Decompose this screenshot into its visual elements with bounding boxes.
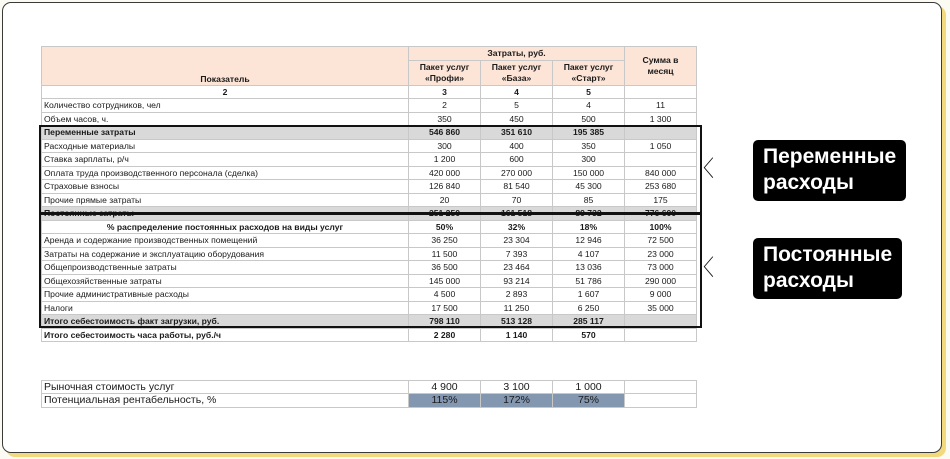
total-hour-cost-row: Итого себестоимость часа работы, руб./ч 2 280 1 140 570 (42, 328, 697, 342)
table-row: Налоги 17 500 11 250 6 250 35 000 (42, 301, 697, 315)
header-monthly-sum: Сумма в месяц (625, 47, 697, 86)
spacer-row (42, 367, 697, 380)
slide-card (2, 2, 942, 453)
header-indicator: Показатель (42, 47, 409, 86)
variable-costs-callout: Переменные расходы (753, 140, 906, 201)
header-package-start: Пакет услуг «Старт» (553, 60, 625, 85)
market-price-row: Рыночная стоимость услуг 4 900 3 100 1 000 (42, 380, 697, 394)
table-row: Расходные материалы 300 400 350 1 050 (42, 139, 697, 153)
table-row: Общепроизводственные затраты 36 500 23 464 13 036 73 000 (42, 261, 697, 275)
header-package-profi: Пакет услуг «Профи» (409, 60, 481, 85)
fixed-distribution-row: % распределение постоянных расходов на виды услуг 50% 32% 18% 100% (42, 220, 697, 234)
table-row: Затраты на содержание и эксплуатацию оборудования 11 500 7 393 4 107 23 000 (42, 247, 697, 261)
spacer-row (42, 355, 697, 368)
table-row: Аренда и содержание производственных помещений 36 250 23 304 12 946 72 500 (42, 234, 697, 248)
fixed-costs-header-row: Постоянные затраты 251 250 161 518 89 732 776 600 (42, 207, 697, 221)
variable-costs-header-row: Переменные затраты 546 860 351 610 195 385 (42, 126, 697, 140)
table-row: Прочие административные расходы 4 500 2 893 1 607 9 000 (42, 288, 697, 302)
header-package-base: Пакет услуг «База» (481, 60, 553, 85)
variable-arrow-icon: 〈 (692, 157, 715, 182)
total-actual-cost-row: Итого себестоимость факт загрузки, руб. 798 110 513 128 285 117 (42, 315, 697, 329)
spacer-row (42, 342, 697, 355)
table-row: Страховые взносы 126 840 81 540 45 300 253 680 (42, 180, 697, 194)
header-row-group (42, 47, 697, 61)
fixed-costs-callout: Постоянные расходы (753, 238, 902, 299)
cost-table (41, 46, 697, 408)
table-row: Объем часов, ч. 350 450 500 1 300 (42, 112, 697, 126)
table-row: Прочие прямые затраты 20 70 85 175 (42, 193, 697, 207)
table-row: Оплата труда производственного персонала (сделка) 420 000 270 000 150 000 840 000 (42, 166, 697, 180)
column-number-row: 2 3 4 5 (42, 85, 697, 99)
table-row: Ставка зарплаты, р/ч 1 200 600 300 (42, 153, 697, 167)
table-row: Количество сотрудников, чел 2 5 4 11 (42, 99, 697, 113)
fixed-arrow-icon: 〈 (692, 256, 715, 281)
profitability-row: Потенциальная рентабельность, % 115% 172% 75% (42, 394, 697, 408)
header-costs-group: Затраты, руб. (409, 47, 625, 61)
table-row: Общехозяйственные затраты 145 000 93 214 51 786 290 000 (42, 274, 697, 288)
